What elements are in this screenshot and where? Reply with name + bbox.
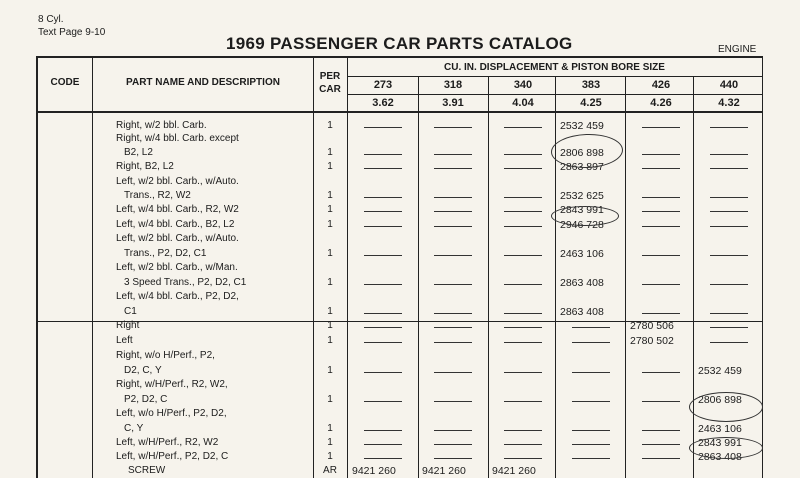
code-column-line bbox=[92, 56, 93, 478]
not-applicable-dash bbox=[434, 255, 472, 256]
not-applicable-dash bbox=[710, 327, 748, 328]
not-applicable-dash bbox=[710, 284, 748, 285]
not-applicable-dash bbox=[572, 430, 610, 431]
not-applicable-dash bbox=[504, 168, 542, 169]
part-description: P2, D2, C bbox=[124, 394, 168, 405]
not-applicable-dash bbox=[364, 342, 402, 343]
circle-annotation bbox=[689, 437, 763, 459]
part-description: Left, w/4 bbl. Carb., B2, L2 bbox=[116, 219, 235, 230]
part-description: Left, w/o H/Perf., P2, D2, bbox=[116, 408, 227, 419]
not-applicable-dash bbox=[572, 342, 610, 343]
section-label: ENGINE bbox=[718, 44, 757, 55]
not-applicable-dash bbox=[642, 444, 680, 445]
engine-col-line bbox=[555, 76, 556, 478]
circle-annotation bbox=[689, 392, 763, 422]
part-number: 2806 898 bbox=[698, 394, 742, 406]
per-car-qty: 1 bbox=[327, 204, 333, 215]
engine-size-header: 273 bbox=[373, 79, 393, 91]
part-description: Right, w/H/Perf., R2, W2, bbox=[116, 379, 228, 390]
not-applicable-dash bbox=[710, 211, 748, 212]
engine-size-header: 440 bbox=[719, 79, 739, 91]
not-applicable-dash bbox=[434, 327, 472, 328]
not-applicable-dash bbox=[504, 444, 542, 445]
bore-size-header: 4.04 bbox=[512, 97, 534, 109]
bore-size-header: 3.91 bbox=[442, 97, 464, 109]
bore-size-header: 4.26 bbox=[650, 97, 672, 109]
per-car-qty: 1 bbox=[327, 147, 333, 158]
not-applicable-dash bbox=[364, 284, 402, 285]
not-applicable-dash bbox=[434, 342, 472, 343]
not-applicable-dash bbox=[710, 255, 748, 256]
not-applicable-dash bbox=[710, 226, 748, 227]
not-applicable-dash bbox=[434, 197, 472, 198]
not-applicable-dash bbox=[434, 444, 472, 445]
displacement-header: CU. IN. DISPLACEMENT & PISTON BORE SIZE bbox=[444, 62, 665, 73]
not-applicable-dash bbox=[504, 342, 542, 343]
part-number: 2863 408 bbox=[560, 277, 604, 289]
code-header: CODE bbox=[50, 77, 80, 88]
not-applicable-dash bbox=[504, 255, 542, 256]
part-number: 2532 625 bbox=[560, 190, 604, 202]
table-header-bottom-border bbox=[36, 111, 763, 113]
not-applicable-dash bbox=[642, 458, 680, 459]
not-applicable-dash bbox=[364, 154, 402, 155]
not-applicable-dash bbox=[504, 430, 542, 431]
not-applicable-dash bbox=[434, 284, 472, 285]
not-applicable-dash bbox=[504, 313, 542, 314]
part-description: Left, w/4 bbl. Carb., P2, D2, bbox=[116, 291, 239, 302]
part-description: Left, w/2 bbl. Carb., w/Auto. bbox=[116, 233, 239, 244]
part-description: D2, C, Y bbox=[124, 365, 162, 376]
per-car-qty: 1 bbox=[327, 277, 333, 288]
not-applicable-dash bbox=[642, 168, 680, 169]
engine-size-header: 383 bbox=[581, 79, 601, 91]
part-number: 2863 408 bbox=[560, 306, 604, 318]
engine-size-header: 426 bbox=[651, 79, 671, 91]
per-column-line bbox=[347, 56, 348, 478]
circle-annotation bbox=[550, 133, 623, 169]
engine-col-line bbox=[418, 76, 419, 478]
per-car-qty: 1 bbox=[327, 394, 333, 405]
per-header-line2: CAR bbox=[319, 84, 341, 95]
not-applicable-dash bbox=[364, 430, 402, 431]
part-description: Right, w/o H/Perf., P2, bbox=[116, 350, 215, 361]
part-description: Left, w/2 bbl. Carb., w/Auto. bbox=[116, 176, 239, 187]
not-applicable-dash bbox=[504, 211, 542, 212]
part-column-line bbox=[313, 56, 314, 478]
engine-size-header: 318 bbox=[443, 79, 463, 91]
not-applicable-dash bbox=[572, 327, 610, 328]
not-applicable-dash bbox=[364, 401, 402, 402]
part-description: 3 Speed Trans., P2, D2, C1 bbox=[124, 277, 247, 288]
not-applicable-dash bbox=[504, 327, 542, 328]
per-car-qty: 1 bbox=[327, 451, 333, 462]
cylinder-label: 8 Cyl. bbox=[38, 14, 64, 25]
part-number: 9421 260 bbox=[352, 465, 396, 477]
not-applicable-dash bbox=[642, 197, 680, 198]
part-description: Right, w/2 bbl. Carb. bbox=[116, 120, 207, 131]
per-car-qty: 1 bbox=[327, 161, 333, 172]
part-description: Left, w/2 bbl. Carb., w/Man. bbox=[116, 262, 238, 273]
part-number: 2863 408 bbox=[698, 451, 742, 463]
not-applicable-dash bbox=[642, 226, 680, 227]
not-applicable-dash bbox=[504, 372, 542, 373]
not-applicable-dash bbox=[504, 226, 542, 227]
not-applicable-dash bbox=[572, 458, 610, 459]
not-applicable-dash bbox=[642, 154, 680, 155]
per-car-qty: 1 bbox=[327, 190, 333, 201]
not-applicable-dash bbox=[434, 127, 472, 128]
part-description: B2, L2 bbox=[124, 147, 153, 158]
not-applicable-dash bbox=[572, 372, 610, 373]
per-car-qty: 1 bbox=[327, 219, 333, 230]
not-applicable-dash bbox=[504, 284, 542, 285]
part-header: PART NAME AND DESCRIPTION bbox=[126, 77, 280, 88]
page-title: 1969 PASSENGER CAR PARTS CATALOG bbox=[226, 34, 573, 53]
not-applicable-dash bbox=[364, 168, 402, 169]
not-applicable-dash bbox=[434, 154, 472, 155]
part-number: 2780 502 bbox=[630, 335, 674, 347]
table-top-border bbox=[36, 56, 763, 58]
per-car-qty: 1 bbox=[327, 248, 333, 259]
per-car-qty: 1 bbox=[327, 320, 333, 331]
part-number: 9421 260 bbox=[492, 465, 536, 477]
engine-col-line bbox=[625, 76, 626, 478]
not-applicable-dash bbox=[364, 444, 402, 445]
not-applicable-dash bbox=[572, 401, 610, 402]
not-applicable-dash bbox=[434, 226, 472, 227]
not-applicable-dash bbox=[364, 372, 402, 373]
per-header-line1: PER bbox=[319, 71, 341, 82]
not-applicable-dash bbox=[364, 211, 402, 212]
not-applicable-dash bbox=[642, 211, 680, 212]
part-description: C1 bbox=[124, 306, 137, 317]
part-description: Left, w/H/Perf., P2, D2, C bbox=[116, 451, 229, 462]
table-left-border bbox=[36, 56, 38, 478]
part-description: Right, w/4 bbl. Carb. except bbox=[116, 133, 239, 144]
not-applicable-dash bbox=[504, 154, 542, 155]
not-applicable-dash bbox=[364, 226, 402, 227]
bore-size-header: 4.32 bbox=[718, 97, 740, 109]
part-number: 2532 459 bbox=[698, 365, 742, 377]
part-number: 2532 459 bbox=[560, 120, 604, 132]
not-applicable-dash bbox=[434, 401, 472, 402]
not-applicable-dash bbox=[434, 313, 472, 314]
not-applicable-dash bbox=[364, 327, 402, 328]
not-applicable-dash bbox=[642, 313, 680, 314]
part-description: Trans., R2, W2 bbox=[124, 190, 191, 201]
part-description: Left, w/4 bbl. Carb., R2, W2 bbox=[116, 204, 239, 215]
not-applicable-dash bbox=[642, 401, 680, 402]
not-applicable-dash bbox=[434, 458, 472, 459]
bore-size-header: 3.62 bbox=[372, 97, 394, 109]
not-applicable-dash bbox=[364, 255, 402, 256]
not-applicable-dash bbox=[434, 168, 472, 169]
engine-col-line bbox=[488, 76, 489, 478]
engine-col-line bbox=[693, 76, 694, 478]
not-applicable-dash bbox=[364, 127, 402, 128]
part-description: Trans., P2, D2, C1 bbox=[124, 248, 207, 259]
part-description: Left bbox=[116, 335, 133, 346]
per-car-qty: 1 bbox=[327, 335, 333, 346]
not-applicable-dash bbox=[364, 458, 402, 459]
per-car-qty: AR bbox=[323, 465, 337, 476]
not-applicable-dash bbox=[642, 255, 680, 256]
text-page-label: Text Page 9-10 bbox=[38, 27, 106, 38]
part-number: 2863 897 bbox=[560, 161, 604, 173]
per-car-qty: 1 bbox=[327, 306, 333, 317]
not-applicable-dash bbox=[710, 154, 748, 155]
not-applicable-dash bbox=[504, 197, 542, 198]
not-applicable-dash bbox=[504, 401, 542, 402]
part-number: 9421 260 bbox=[422, 465, 466, 477]
per-car-qty: 1 bbox=[327, 423, 333, 434]
per-car-qty: 1 bbox=[327, 437, 333, 448]
part-description: SCREW bbox=[128, 465, 166, 476]
not-applicable-dash bbox=[364, 313, 402, 314]
per-car-qty: 1 bbox=[327, 120, 333, 131]
not-applicable-dash bbox=[434, 430, 472, 431]
engine-size-header: 340 bbox=[513, 79, 533, 91]
not-applicable-dash bbox=[642, 127, 680, 128]
not-applicable-dash bbox=[434, 211, 472, 212]
circle-annotation bbox=[551, 206, 619, 226]
not-applicable-dash bbox=[710, 168, 748, 169]
not-applicable-dash bbox=[642, 284, 680, 285]
part-number: 2843 991 bbox=[698, 437, 742, 449]
part-description: Left, w/H/Perf., R2, W2 bbox=[116, 437, 219, 448]
bore-size-header: 4.25 bbox=[580, 97, 602, 109]
not-applicable-dash bbox=[642, 372, 680, 373]
not-applicable-dash bbox=[710, 342, 748, 343]
not-applicable-dash bbox=[710, 127, 748, 128]
part-description: Right, B2, L2 bbox=[116, 161, 174, 172]
part-number: 2463 106 bbox=[698, 423, 742, 435]
per-car-qty: 1 bbox=[327, 365, 333, 376]
not-applicable-dash bbox=[572, 444, 610, 445]
not-applicable-dash bbox=[504, 458, 542, 459]
not-applicable-dash bbox=[364, 197, 402, 198]
not-applicable-dash bbox=[434, 372, 472, 373]
part-number: 2780 506 bbox=[630, 320, 674, 332]
table-right-border bbox=[762, 56, 763, 478]
not-applicable-dash bbox=[710, 197, 748, 198]
part-number: 2806 898 bbox=[560, 147, 604, 159]
part-number: 2843 991 bbox=[560, 204, 604, 216]
part-description: Right bbox=[116, 320, 140, 331]
part-number: 2463 106 bbox=[560, 248, 604, 260]
not-applicable-dash bbox=[642, 430, 680, 431]
part-description: C, Y bbox=[124, 423, 144, 434]
not-applicable-dash bbox=[504, 127, 542, 128]
part-number: 2946 728 bbox=[560, 219, 604, 231]
not-applicable-dash bbox=[710, 313, 748, 314]
